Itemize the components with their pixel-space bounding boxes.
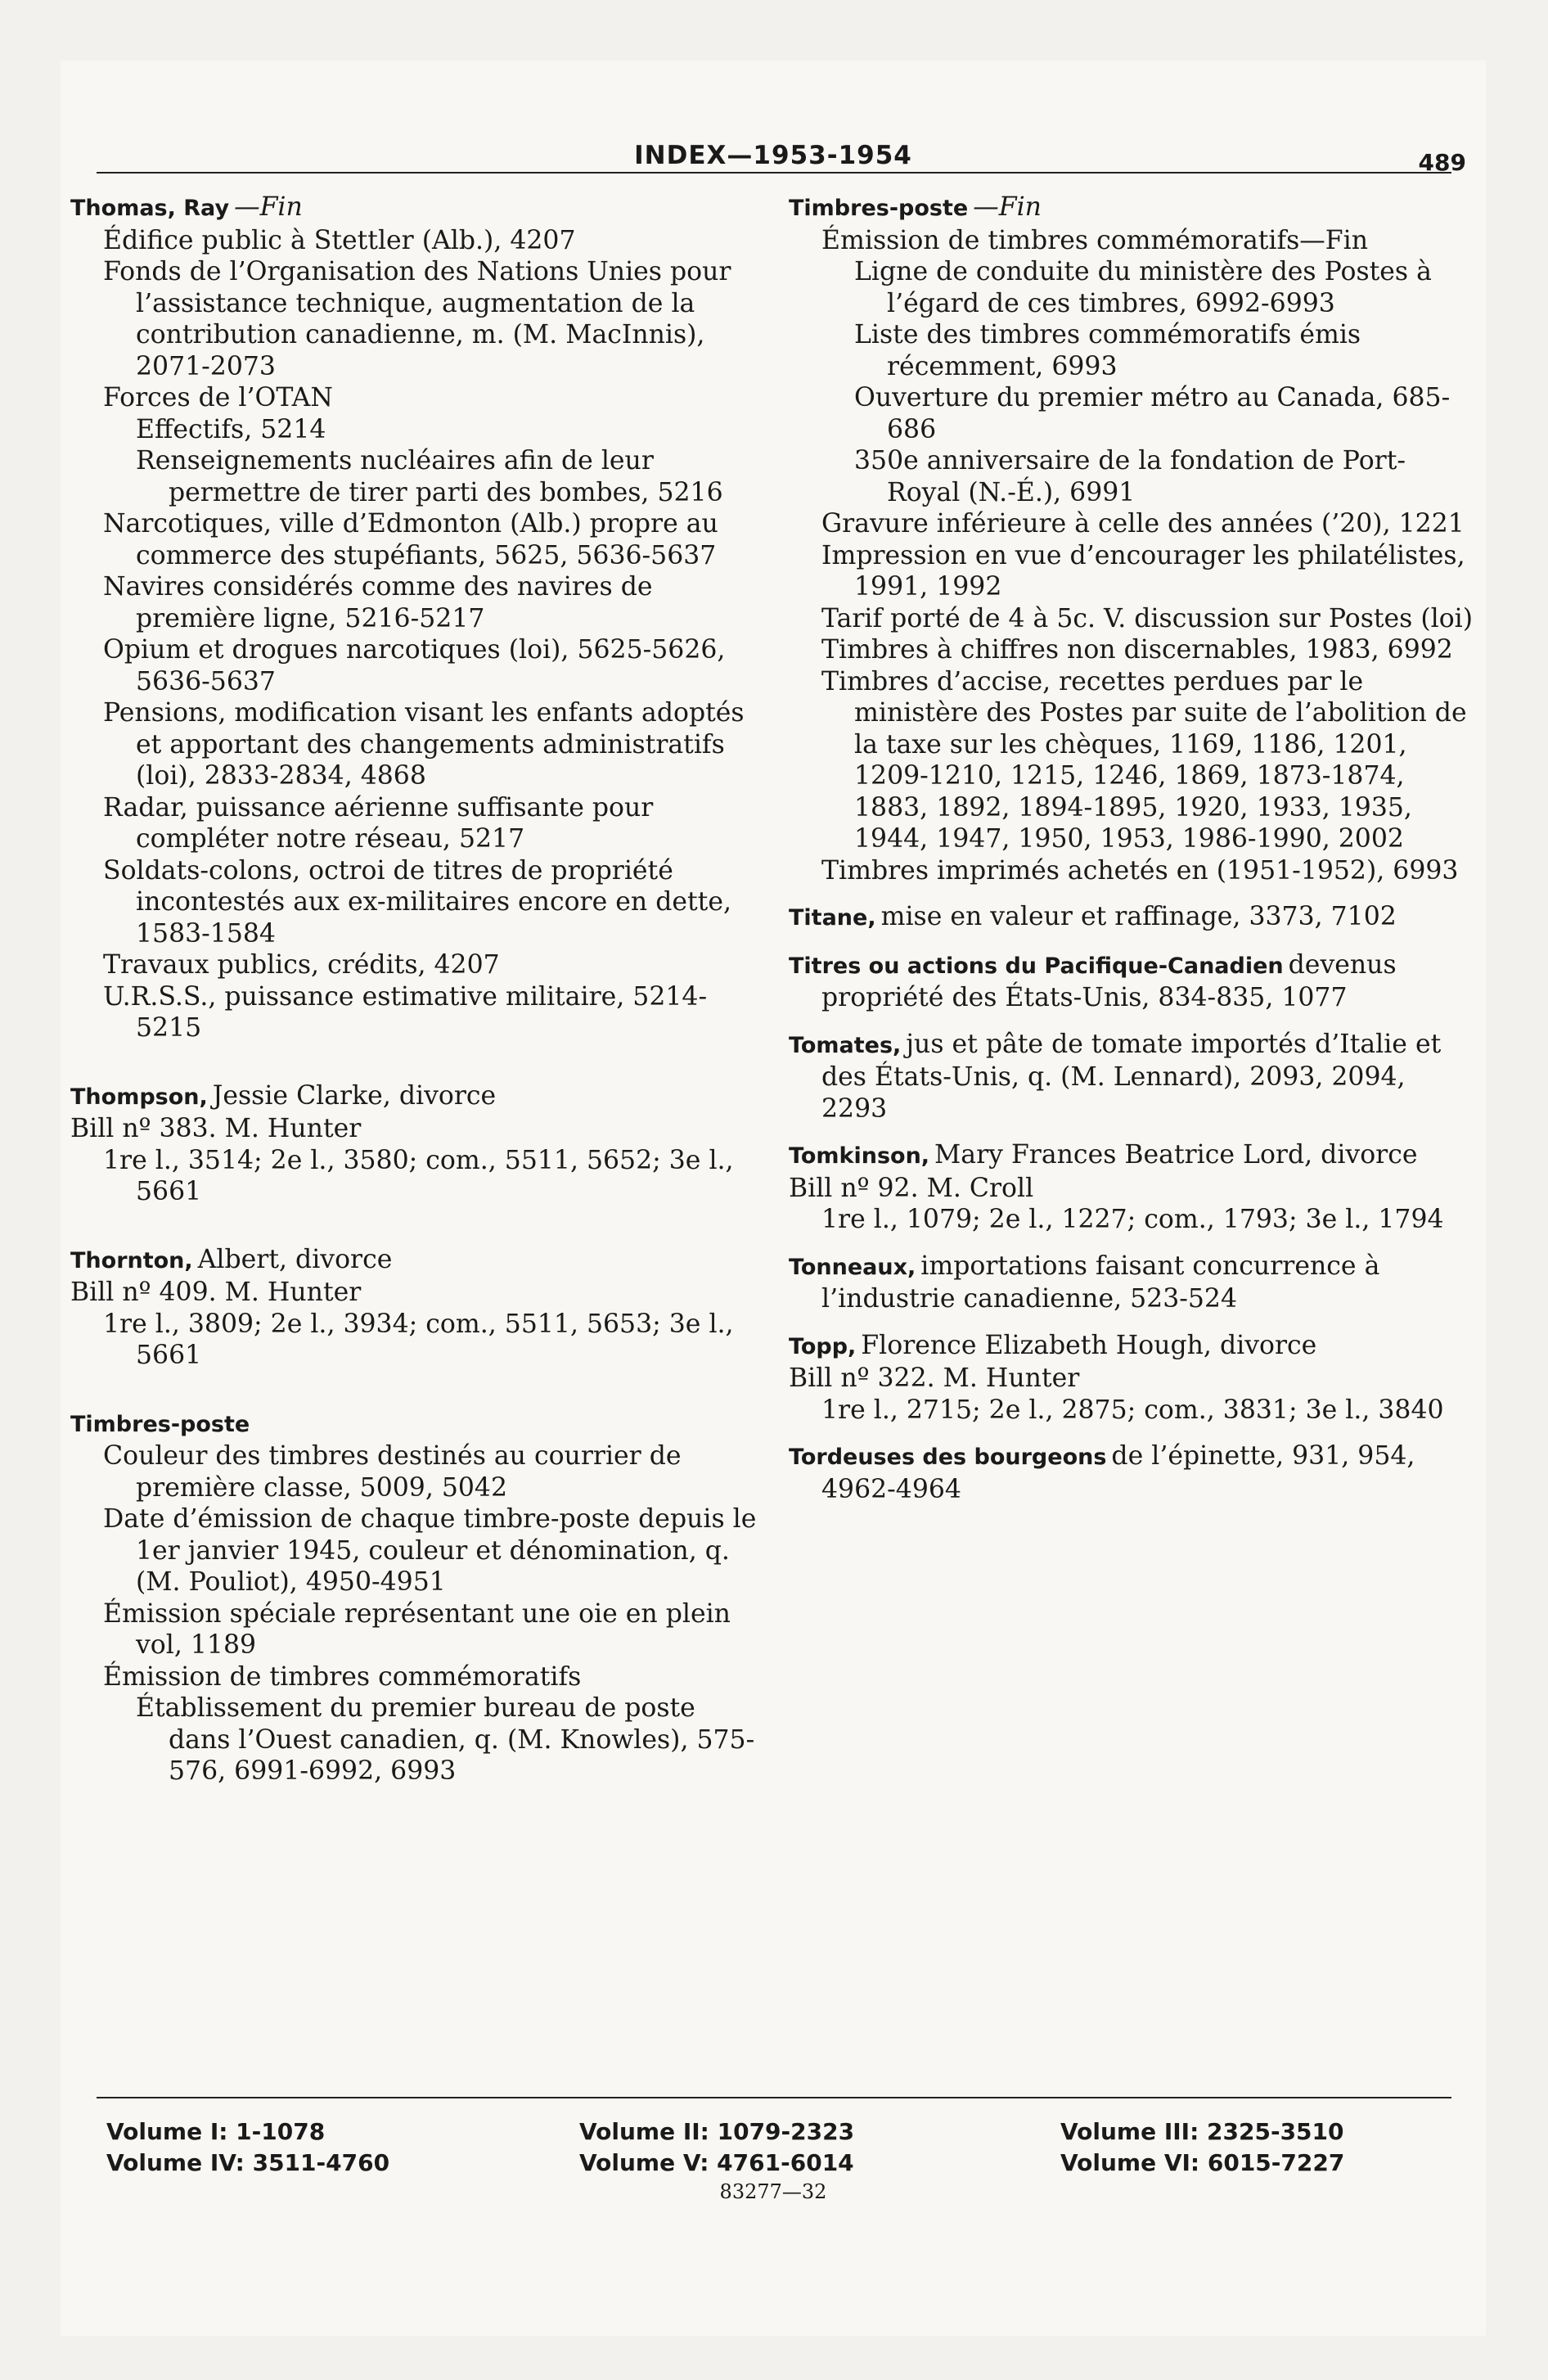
print-code: 83277—32: [719, 2180, 827, 2203]
entry-text: Albert, divorce: [197, 1244, 393, 1274]
subentry: Date d’émission de chaque timbre-poste depuis le 1er janvier 1945, couleur et dénomination, q. (M. Pouliot), 4950-4951: [103, 1504, 757, 1597]
entry-thomas-heading: [70, 192, 764, 225]
entry-tordeuses: [789, 1440, 1478, 1505]
subentry: Liste des timbres commémoratifs émis récemment, 6993: [854, 320, 1361, 381]
entry-name: Thompson,: [70, 1084, 208, 1110]
subentry: Navires considérés comme des navires de première ligne, 5216-5217: [103, 572, 653, 633]
subentry: Soldats-colons, octroi de titres de propriété incontestés aux ex-militaires encore en dette, 1583-1584: [103, 855, 731, 949]
subentry: Timbres d’accise, recettes perdues par le ministère des Postes par suite de l’abolition de la taxe sur les chèques, 1169, 1186, 1201, 1209-1210, 1215, 1246, 1869, 1873-1874, 1883, 1892, 1894-1895, 1920, 1933, 1935, 1944, 1947, 1950, 1953, 1986-1990, 2002: [821, 666, 1467, 854]
footer-volumes-3: [1060, 2116, 1344, 2179]
entry-name: Tordeuses des bourgeons: [789, 1445, 1107, 1470]
subentry: Couleur des timbres destinés au courrier de première classe, 5009, 5042: [103, 1441, 682, 1503]
entry-name: Titres ou actions du Pacifique-Canadien: [789, 953, 1284, 979]
subentry: U.R.S.S., puissance estimative militaire, 5214-5215: [103, 981, 708, 1043]
entry-text: jus et pâte de tomate importés d’Italie et des États-Unis, q. (M. Lennard), 2093, 2094, 2293: [821, 1029, 1442, 1124]
subentry: Tarif porté de 4 à 5c. V. discussion sur Postes (loi): [821, 603, 1474, 633]
readings-line: 1re l., 1079; 2e l., 1227; com., 1793; 3e l., 1794: [821, 1205, 1444, 1234]
entry-name: Tonneaux,: [789, 1254, 916, 1280]
entry-name: Timbres-poste: [789, 196, 969, 221]
entry-titane: [789, 901, 1478, 935]
entry-text: Florence Elizabeth Hough, divorce: [861, 1330, 1317, 1360]
subentry: Gravure inférieure à celle des années (’20), 1221: [821, 509, 1465, 539]
entry-text: Mary Frances Beatrice Lord, divorce: [934, 1140, 1418, 1170]
readings-line: 1re l., 3514; 2e l., 3580; com., 5511, 5652; 3e l., 5661: [103, 1145, 734, 1206]
bill-line: Bill nº 322. M. Hunter: [789, 1364, 1080, 1393]
entry-text: de l’épinette, 931, 954, 4962-4964: [821, 1441, 1415, 1504]
entry-fin: —Fin: [973, 192, 1042, 222]
volume-range: Volume VI: 6015-7227: [1060, 2149, 1345, 2176]
subentry: Émission de timbres commémoratifs: [103, 1661, 582, 1692]
entry-timbres-heading: [789, 192, 1478, 225]
right-column: [789, 192, 1478, 1505]
volume-range: Volume III: 2325-3510: [1060, 2118, 1344, 2145]
entry-text: mise en valeur et raffinage, 3373, 7102: [880, 902, 1397, 931]
entry-topp: [789, 1330, 1478, 1364]
entry-thornton: [70, 1244, 764, 1278]
volume-range: Volume II: 1079-2323: [579, 2118, 855, 2145]
subentry: Forces de l’OTAN: [103, 383, 333, 412]
entry-timbres-heading: [70, 1408, 764, 1441]
entry-fin: —Fin: [234, 192, 303, 222]
subentry: Travaux publics, crédits, 4207: [103, 950, 500, 980]
entry-text: devenus propriété des États-Unis, 834-835, 1077: [821, 949, 1397, 1012]
readings-line: 1re l., 2715; 2e l., 2875; com., 3831; 3e l., 3840: [821, 1395, 1444, 1425]
subentry: Ligne de conduite du ministère des Postes à l’égard de ces timbres, 6992-6993: [854, 257, 1432, 318]
entry-name: Tomkinson,: [789, 1143, 930, 1169]
readings-line: 1re l., 3809; 2e l., 3934; com., 5511, 5653; 3e l., 5661: [103, 1309, 734, 1370]
entry-name: Topp,: [789, 1333, 857, 1359]
subentry: Narcotiques, ville d’Edmonton (Alb.) propre au commerce des stupéfiants, 5625, 5636-5637: [103, 509, 718, 570]
entry-thompson: [70, 1080, 764, 1114]
header-rule: [97, 172, 1451, 174]
volume-range: Volume V: 4761-6014: [579, 2149, 854, 2176]
subentry: Émission spéciale représentant une oie en plein vol, 1189: [103, 1598, 731, 1660]
page-number: 489: [1418, 149, 1466, 176]
footer-rule: [97, 2097, 1451, 2098]
volume-range: Volume IV: 3511-4760: [106, 2149, 390, 2176]
footer-volumes-2: [579, 2116, 854, 2179]
entry-name: Thornton,: [70, 1247, 193, 1273]
entry-titres: [789, 949, 1478, 1014]
entry-name: Thomas, Ray: [70, 196, 230, 221]
entry-name: Tomates,: [789, 1032, 902, 1058]
document-page: [61, 61, 1486, 2336]
subentry: Effectifs, 5214: [136, 414, 326, 444]
subentry: Impression en vue d’encourager les philatélistes, 1991, 1992: [821, 540, 1465, 602]
subentry: Pensions, modification visant les enfants adoptés et apportant des changements administratifs (loi), 2833-2834, 4868: [103, 698, 745, 791]
subentry: Timbres imprimés achetés en (1951-1952), 6993: [821, 855, 1459, 886]
subentry: 350e anniversaire de la fondation de Port-Royal (N.-É.), 6991: [854, 446, 1406, 507]
footer-volumes-1: [106, 2116, 389, 2179]
subentry: Établissement du premier bureau de poste dans l’Ouest canadien, q. (M. Knowles), 575-576, 6991-6992, 6993: [136, 1693, 755, 1786]
subentry: Renseignements nucléaires afin de leur permettre de tirer parti des bombes, 5216: [136, 446, 723, 507]
subentry: Édifice public à Stettler (Alb.), 4207: [103, 225, 576, 255]
entry-name: Titane,: [789, 905, 876, 931]
subentry: Ouverture du premier métro au Canada, 685-686: [854, 383, 1451, 444]
running-head: INDEX—1953-1954: [634, 141, 912, 170]
subentry: Radar, puissance aérienne suffisante pour compléter notre réseau, 5217: [103, 792, 654, 854]
entry-tomkinson: [789, 1139, 1478, 1173]
bill-line: Bill nº 383. M. Hunter: [70, 1114, 362, 1143]
bill-line: Bill nº 92. M. Croll: [789, 1173, 1034, 1203]
left-column: [70, 192, 764, 1787]
entry-tonneaux: [789, 1251, 1478, 1315]
bill-line: Bill nº 409. M. Hunter: [70, 1278, 362, 1307]
entry-name: Timbres-poste: [70, 1411, 250, 1437]
subentry: Émission de timbres commémoratifs—Fin: [821, 225, 1369, 255]
entry-text: Jessie Clarke, divorce: [212, 1080, 497, 1111]
subentry: Fonds de l’Organisation des Nations Unies pour l’assistance technique, augmentation de la contribution canadienne, m. (M. MacInnis), 2071-2073: [103, 257, 731, 381]
subentry: Opium et drogues narcotiques (loi), 5625-5626, 5636-5637: [103, 635, 726, 696]
entry-text: importations faisant concurrence à l’industrie canadienne, 523-524: [821, 1251, 1380, 1314]
volume-range: Volume I: 1-1078: [106, 2118, 326, 2145]
subentry: Timbres à chiffres non discernables, 1983, 6992: [821, 635, 1453, 665]
entry-tomates: [789, 1029, 1478, 1125]
